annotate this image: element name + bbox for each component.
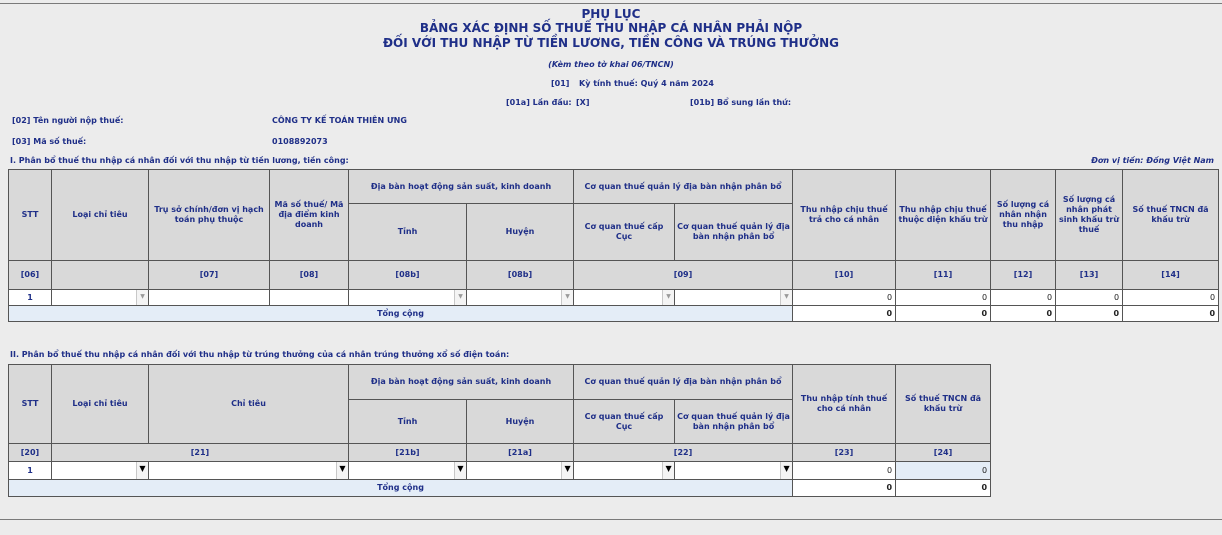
chevron-down-icon[interactable]: ▼ [662, 462, 674, 479]
col-so-luong: Số lượng cá nhân nhận thu nhập [991, 170, 1056, 261]
first-time-label: [01a] Lần đầu: [506, 98, 572, 107]
row-stt: 1 [9, 290, 52, 306]
col-tinh-2: Tỉnh [349, 400, 467, 444]
col-dia-ban: Địa bàn hoạt động sản suất, kinh doanh [349, 170, 574, 204]
chevron-down-icon[interactable]: ▼ [454, 290, 466, 305]
code-20: [20] [9, 444, 52, 462]
total-label: Tổng cộng [9, 306, 793, 322]
chevron-down-icon[interactable]: ▼ [454, 462, 466, 479]
table-title: BẢNG XÁC ĐỊNH SỐ THUẾ THU NHẬP CÁ NHÂN PHẢI NỘP [419, 21, 803, 35]
lottery-allocation-table [8, 364, 991, 497]
section2-title: II. Phân bổ thuế thu nhập cá nhân đối với thu nhập từ trúng thưởng của cá nhân trúng thưởng xổ số điện toán: [10, 350, 510, 359]
so-luong-input[interactable]: 0 [991, 290, 1056, 306]
total-14: 0 [1123, 306, 1219, 322]
code-14: [14] [1123, 261, 1219, 290]
huyen-select-2[interactable] [467, 462, 574, 480]
code-08b-tinh: [08b] [349, 261, 467, 290]
total-10: 0 [793, 306, 896, 322]
col-tinh: Tỉnh [349, 204, 467, 261]
code-21a: [21a] [467, 444, 574, 462]
col-ma-so-thue: Mã số thuế/ Mã địa điểm kinh doanh [270, 170, 349, 261]
code-24: [24] [896, 444, 991, 462]
code-13: [13] [1056, 261, 1123, 290]
col-co-quan-thue: Cơ quan thuế quản lý địa bàn nhận phân bổ [574, 170, 793, 204]
code-12: [12] [991, 261, 1056, 290]
col-huyen-2: Huyện [467, 400, 574, 444]
cq-quan-ly-select-2[interactable] [675, 462, 793, 480]
code-21b: [21b] [349, 444, 467, 462]
chevron-down-icon[interactable]: ▼ [336, 462, 348, 479]
so-thue-input[interactable]: 0 [1123, 290, 1219, 306]
col-thu-nhap-tinh-thue: Thu nhập tính thuế cho cá nhân [793, 365, 896, 444]
period-label: Kỳ tính thuế: Quý 4 năm 2024 [579, 79, 714, 88]
taxpayer-name-value: CÔNG TY KẾ TOÁN THIÊN ƯNG [272, 116, 407, 125]
code-07: [07] [149, 261, 270, 290]
code-23: [23] [793, 444, 896, 462]
tinh-select[interactable] [349, 290, 467, 306]
cq-cap-cuc-select[interactable] [574, 290, 675, 306]
total-label-2: Tổng cộng [9, 480, 793, 497]
col-cq-cap-cuc: Cơ quan thuế cấp Cục [574, 204, 675, 261]
col-thu-nhap-chiu-thue: Thu nhập chịu thuế trả cho cá nhân [793, 170, 896, 261]
taxcode-value: 0108892073 [272, 137, 328, 146]
total-24: 0 [896, 480, 991, 497]
loai-chi-tieu-select-2[interactable] [52, 462, 149, 480]
total-12: 0 [991, 306, 1056, 322]
thu-nhap-chiu-thue-input[interactable]: 0 [793, 290, 896, 306]
salary-allocation-table [8, 169, 1219, 322]
period-code: [01] [551, 79, 570, 88]
total-13: 0 [1056, 306, 1123, 322]
currency-unit: Đơn vị tiền: Đồng Việt Nam [1091, 156, 1214, 165]
col-tru-so: Trụ sở chính/đơn vị hạch toán phụ thuộc [149, 170, 270, 261]
col-loai-chi-tieu: Loại chỉ tiêu [52, 170, 149, 261]
thu-nhap-tinh-thue-input[interactable]: 0 [793, 462, 896, 480]
row-stt-2: 1 [9, 462, 52, 480]
col-chi-tieu: Chỉ tiêu [149, 365, 349, 444]
code-11: [11] [896, 261, 991, 290]
col-so-thue: Số thuế TNCN đã khấu trừ [1123, 170, 1219, 261]
code-08b-huyen: [08b] [467, 261, 574, 290]
first-time-checkbox[interactable]: [X] [576, 98, 590, 107]
chevron-down-icon[interactable]: ▼ [662, 290, 674, 305]
tinh-select-2[interactable] [349, 462, 467, 480]
supplement-label: [01b] Bổ sung lần thứ: [690, 98, 792, 107]
code-10: [10] [793, 261, 896, 290]
cq-quan-ly-select[interactable] [675, 290, 793, 306]
ma-so-thue-input[interactable] [270, 290, 349, 306]
col-stt-2: STT [9, 365, 52, 444]
cq-cap-cuc-select-2[interactable] [574, 462, 675, 480]
taxcode-label: [03] Mã số thuế: [12, 137, 87, 146]
col-cq-quan-ly-2: Cơ quan thuế quản lý địa bàn nhận phân bổ [675, 400, 793, 444]
code-06: [06] [9, 261, 52, 290]
chevron-down-icon[interactable]: ▼ [136, 290, 148, 305]
top-border [0, 3, 1222, 4]
total-23: 0 [793, 480, 896, 497]
chevron-down-icon[interactable]: ▼ [561, 290, 573, 305]
code-empty [52, 261, 149, 290]
chevron-down-icon[interactable]: ▼ [780, 462, 792, 479]
chevron-down-icon[interactable]: ▼ [780, 290, 792, 305]
col-stt: STT [9, 170, 52, 261]
col-loai-chi-tieu-2: Loại chỉ tiêu [52, 365, 149, 444]
col-thu-nhap-khau-tru: Thu nhập chịu thuế thuộc diện khấu trừ [896, 170, 991, 261]
so-thue-input-2[interactable]: 0 [896, 462, 991, 480]
section1-title: I. Phân bổ thuế thu nhập cá nhân đối với thu nhập từ tiền lương, tiền công: [10, 156, 349, 165]
code-09: [09] [574, 261, 793, 290]
col-cq-quan-ly: Cơ quan thuế quản lý địa bàn nhận phân bổ [675, 204, 793, 261]
taxpayer-name-label: [02] Tên người nộp thuế: [12, 116, 124, 125]
col-co-quan-thue-2: Cơ quan thuế quản lý địa bàn nhận phân bổ [574, 365, 793, 400]
code-21: [21] [52, 444, 349, 462]
col-so-luong-phat-sinh: Số lượng cá nhân phát sinh khấu trừ thuế [1056, 170, 1123, 261]
col-cq-cap-cuc-2: Cơ quan thuế cấp Cục [574, 400, 675, 444]
appendix-title: PHỤ LỤC [581, 7, 641, 21]
chi-tieu-select[interactable] [149, 462, 349, 480]
bottom-border [0, 519, 1222, 520]
col-dia-ban-2: Địa bàn hoạt động sản suất, kinh doanh [349, 365, 574, 400]
table-subtitle: ĐỐI VỚI THU NHẬP TỪ TIỀN LƯƠNG, TIỀN CÔNG VÀ TRÚNG THƯỞNG [383, 36, 839, 50]
loai-chi-tieu-select[interactable] [52, 290, 149, 306]
tru-so-input[interactable] [149, 290, 270, 306]
total-11: 0 [896, 306, 991, 322]
col-huyen: Huyện [467, 204, 574, 261]
code-08: [08] [270, 261, 349, 290]
chevron-down-icon[interactable]: ▼ [561, 462, 573, 479]
thu-nhap-khau-tru-input[interactable]: 0 [896, 290, 991, 306]
col-so-thue-2: Số thuế TNCN đã khấu trừ [896, 365, 991, 444]
code-22: [22] [574, 444, 793, 462]
attachment-note: (Kèm theo tờ khai 06/TNCN) [548, 60, 674, 69]
chevron-down-icon[interactable]: ▼ [136, 462, 148, 479]
huyen-select[interactable] [467, 290, 574, 306]
so-luong-phat-sinh-input[interactable]: 0 [1056, 290, 1123, 306]
